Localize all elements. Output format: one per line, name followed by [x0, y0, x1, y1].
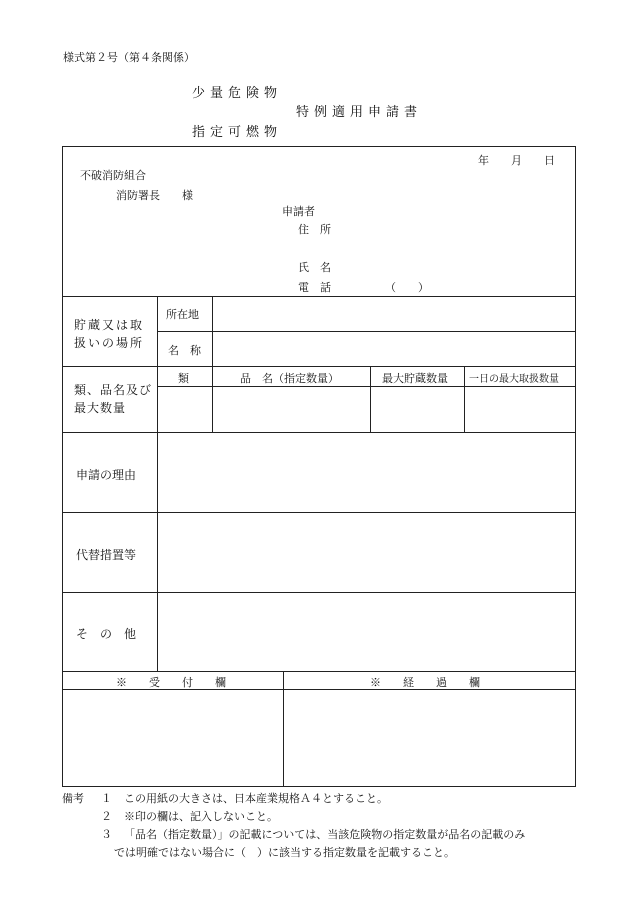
daily-max-input[interactable] [465, 387, 575, 432]
facility-name-label: 名 称 [168, 344, 201, 357]
reason-input[interactable] [158, 433, 575, 512]
facility-name-input[interactable] [213, 332, 575, 366]
name-label: 氏 名 [298, 261, 331, 274]
note-3-number: ３ [101, 828, 112, 841]
rule-storage-bottom [62, 366, 576, 367]
other-label: そ の 他 [76, 627, 137, 641]
col-daily-max: 一日の最大取扱数量 [469, 374, 559, 385]
title-line-b: 指定可燃物 [192, 125, 283, 140]
col-item-name: 品 名（指定数量） [240, 372, 339, 385]
class-input[interactable] [158, 387, 212, 432]
reason-label: 申請の理由 [76, 468, 137, 482]
received-column-header: ※ 受 付 欄 [116, 676, 226, 689]
note-3-continuation: では明確ではない場合に（ ）に該当する指定数量を記載すること。 [114, 846, 455, 859]
progress-column-header: ※ 経 過 欄 [370, 676, 480, 689]
addressee-organization: 不破消防組合 [80, 169, 146, 182]
address-label: 住 所 [298, 223, 331, 236]
location-label: 所在地 [166, 308, 199, 321]
other-input[interactable] [158, 593, 575, 671]
form-number: 様式第２号（第４条関係） [63, 51, 195, 64]
date-field[interactable]: 年 月 日 [478, 154, 555, 167]
title-line-a: 少量危険物 [192, 86, 283, 101]
storage-place-label: 貯蔵又は取扱いの場所 [74, 318, 145, 350]
item-name-input[interactable] [213, 387, 370, 432]
alternative-input[interactable] [158, 513, 575, 592]
addressee-chief: 消防署長 様 [116, 189, 193, 202]
note-2-number: ２ [101, 810, 112, 823]
col-max-storage: 最大貯蔵数量 [382, 372, 448, 385]
max-storage-input[interactable] [371, 387, 464, 432]
note-1-text: この用紙の大きさは、日本産業規格Ａ４とすること。 [124, 792, 388, 805]
title-main: 特例適用申請書 [296, 105, 423, 120]
phone-label: 電 話 [298, 281, 331, 294]
note-1-number: １ [101, 792, 112, 805]
col-class: 類 [178, 372, 189, 385]
phone-area-code[interactable]: （ ） [385, 281, 429, 294]
rule-reception-divider [283, 671, 284, 787]
notes-label: 備考 [62, 792, 84, 805]
rule-other-bottom [62, 671, 576, 672]
category-label: 類、品名及び最大数量 [74, 383, 153, 415]
note-2-text: ※印の欄は、記入しないこと。 [124, 810, 278, 823]
alternative-label: 代替措置等 [76, 548, 137, 562]
note-3-text: 「品名（指定数量）」の記載については、当該危険物の指定数量が品名の記載のみ [124, 828, 526, 841]
applicant-label: 申請者 [282, 205, 315, 218]
location-input[interactable] [213, 297, 575, 331]
